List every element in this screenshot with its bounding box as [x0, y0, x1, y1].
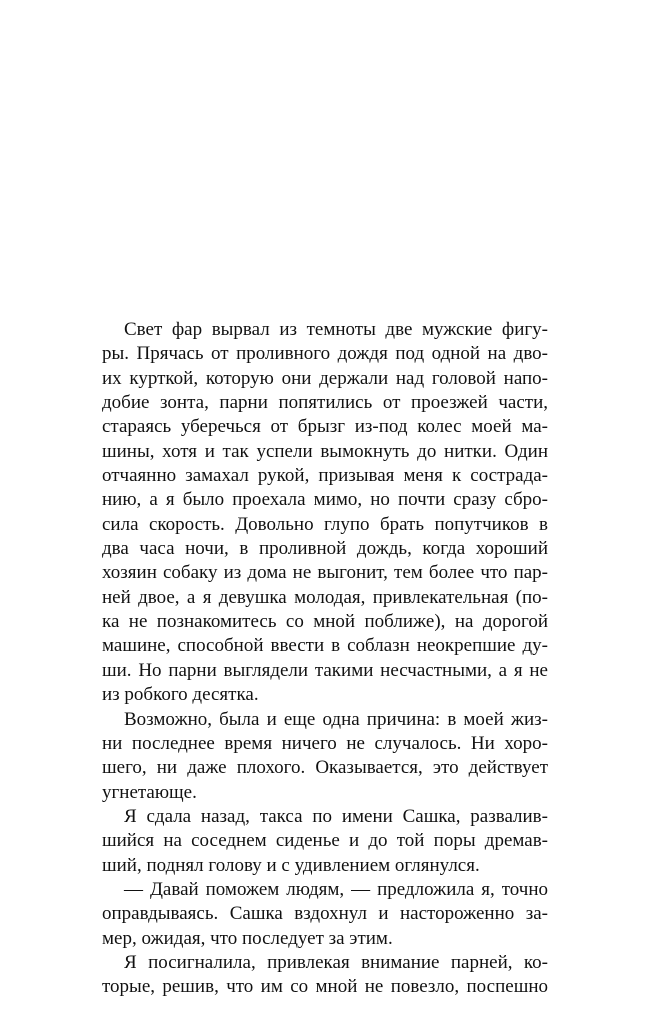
text-line: хозяин собаку из дома не выгонит, тем более что пар-	[102, 562, 548, 584]
text-line: Я посигналила, привлекая внимание парней, ко-	[124, 951, 548, 973]
text-line: добие зонта, парни попятились от проезжей части,	[102, 392, 548, 414]
text-line: шины, хотя и так успели вымокнуть до нитки. Один	[102, 440, 548, 462]
text-line: ший, поднял голову и с удивлением оглянулся.	[102, 854, 480, 876]
text-line: угнетающе.	[102, 781, 197, 803]
text-line: ши. Но парни выглядели такими несчастными, а я не	[102, 659, 548, 681]
text-line: ры. Прячась от проливного дождя под одной на дво-	[102, 343, 548, 365]
text-line: два часа ночи, в проливной дождь, когда хороший	[102, 538, 548, 560]
text-line: Возможно, была и еще одна причина: в моей жиз-	[124, 708, 548, 730]
text-line: — Давай поможем людям, — предложила я, точно	[124, 878, 548, 900]
text-line: машине, способной ввести в соблазн неокрепшие ду-	[102, 635, 548, 657]
text-line: шийся на соседнем сиденье и до той поры дремав-	[102, 830, 548, 852]
text-line: Свет фар вырвал из темноты две мужские фигу-	[124, 319, 548, 340]
text-line: нию, а я было проехала мимо, но почти сразу сбро-	[102, 489, 548, 511]
text-line: Я сдала назад, такса по имени Сашка, развалив-	[124, 805, 548, 827]
text-line: стараясь уберечься от брызг из-под колес моей ма-	[102, 416, 548, 438]
text-line: отчаянно замахал рукой, призывая меня к сострада-	[102, 465, 548, 487]
text-line: торые, решив, что им со мной не повезло, поспешно	[102, 976, 548, 998]
text-line: их курткой, которую они держали над головой напо-	[102, 367, 548, 389]
text-line: шего, ни даже плохого. Оказывается, это действует	[102, 757, 548, 779]
text-line: из робкого десятка.	[102, 684, 259, 706]
text-line: сила скорость. Довольно глупо брать попутчиков в	[102, 513, 548, 535]
text-line: ней двое, а я девушка молодая, привлекательная (по-	[102, 586, 548, 608]
text-line: ни последнее время ничего не случалось. Ни хоро-	[102, 732, 548, 754]
body-text	[102, 318, 548, 1000]
text-line: оправдываясь. Сашка вздохнул и настороженно за-	[102, 903, 548, 925]
text-line: мер, ожидая, что последует за этим.	[102, 927, 393, 949]
text-line: ка не познакомитесь со мной поближе), на дорогой	[102, 611, 548, 633]
